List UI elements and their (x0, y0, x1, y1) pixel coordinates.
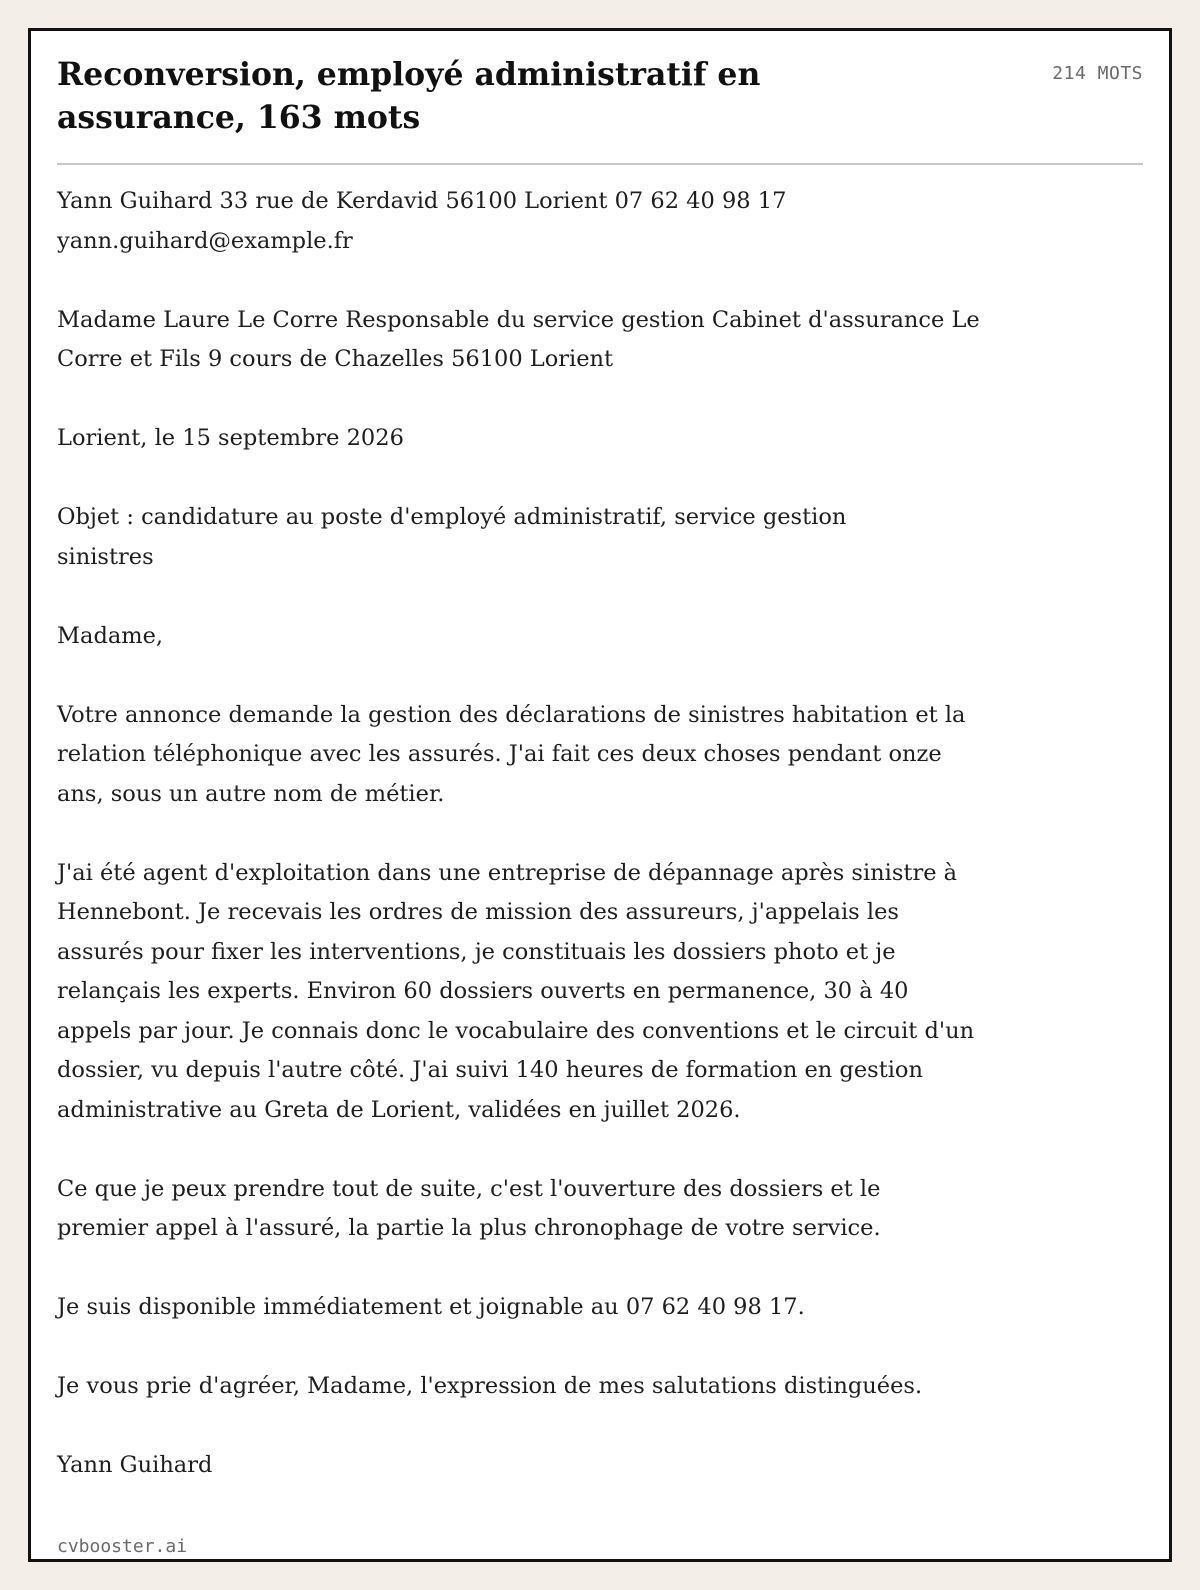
word-count-badge: 214 MOTS (1052, 63, 1143, 84)
signature: Yann Guihard (57, 1452, 213, 1478)
body-paragraph: Je suis disponible immédiatement et joignable au 07 62 40 98 17. (57, 1294, 805, 1320)
place-date: Lorient, le 15 septembre 2026 (57, 425, 404, 451)
body-paragraph: Votre annonce demande la gestion des déclarations de sinistres habitation et la relation téléphonique avec les assurés. J'ai fait ces deux choses pendant onze ans, sous un autre nom de métier. (57, 701, 966, 807)
recipient-block: Madame Laure Le Corre Responsable du service gestion Cabinet d'assurance Le Corre et Fils 9 cours de Chazelles 56100 Lorient (57, 306, 980, 372)
subject-line: Objet : candidature au poste d'employé administratif, service gestion sinistres (57, 504, 847, 570)
closing-formula: Je vous prie d'agréer, Madame, l'expression de mes salutations distinguées. (57, 1373, 923, 1399)
letter-header (57, 53, 1143, 165)
letter-body (57, 182, 1017, 1486)
letter-card (28, 28, 1172, 1562)
brand-watermark: cvbooster.ai (57, 1536, 188, 1557)
letter-title: Reconversion, employé administratif en assurance, 163 mots (57, 56, 761, 136)
sender-block: Yann Guihard 33 rue de Kerdavid 56100 Lorient 07 62 40 98 17 yann.guihard@example.fr (57, 188, 787, 254)
salutation: Madame, (57, 622, 164, 649)
body-paragraph: Ce que je peux prendre tout de suite, c'est l'ouverture des dossiers et le premier appel à l'assuré, la partie la plus chronophage de votre service. (57, 1175, 881, 1241)
body-paragraph: J'ai été agent d'exploitation dans une entreprise de dépannage après sinistre à Hennebont. Je recevais les ordres de mission des assureurs, j'appelais les assurés pour fixer les interventions, je constituais les dossiers photo et je relançais les experts. Environ 60 dossiers ouverts en permanence, 30 à 40 appels par jour. Je connais donc le vocabulaire des conventions et le circuit d'un dossier, vu depuis l'autre côté. J'ai suivi 140 heures de formation en gestion administrative au Greta de Lorient, validées en juillet 2026. (57, 859, 975, 1123)
